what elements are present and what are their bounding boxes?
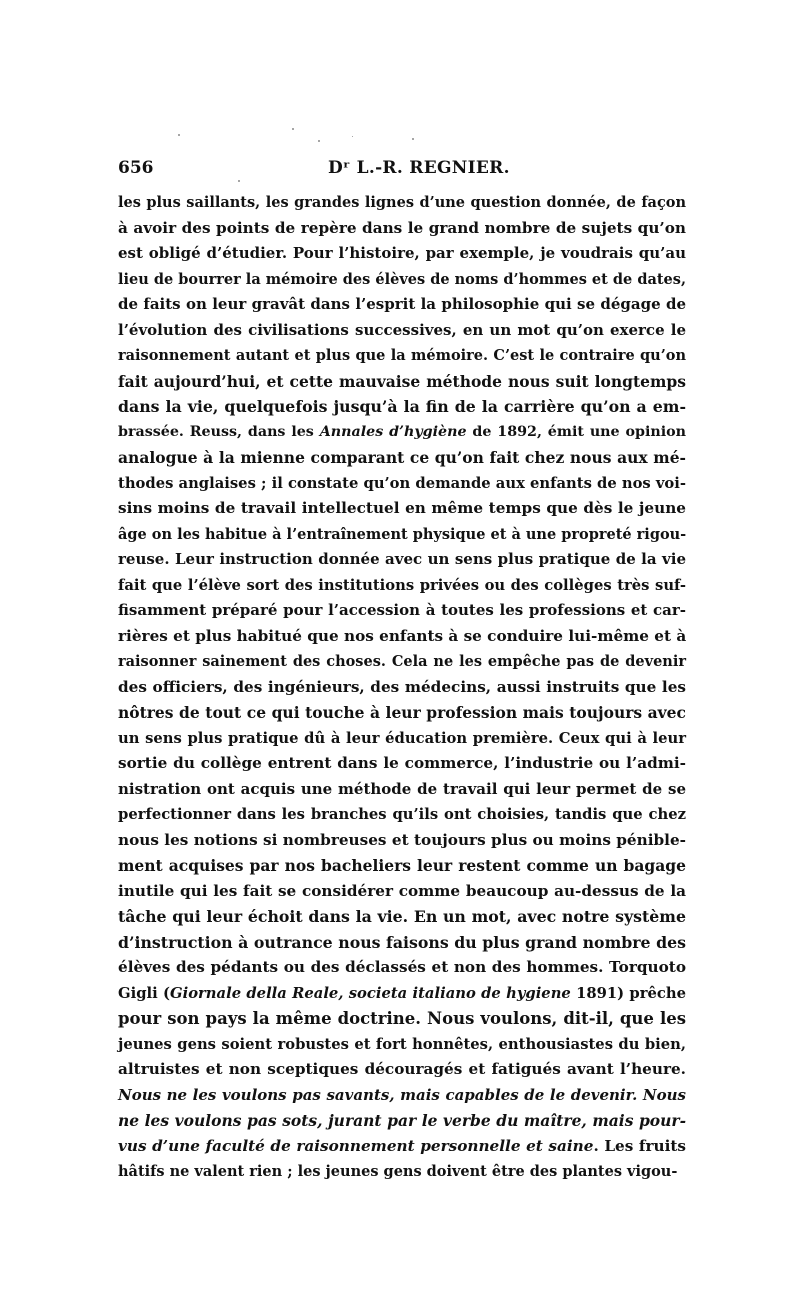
text-run: rières et plus habitué que nos enfants à se conduire lui-même et à — [118, 626, 687, 645]
text-run: lieu de bourrer la mémoire des élèves de noms d’hommes et de dates, — [118, 270, 686, 288]
text-line — [118, 216, 686, 242]
text-line — [118, 394, 686, 420]
text-line — [118, 369, 686, 395]
text-line — [118, 930, 686, 956]
text-line — [118, 1134, 686, 1160]
italic-text: Annales d’hygiène — [319, 423, 467, 440]
text-run: sins moins de travail intellectuel en même temps que dès le jeune — [118, 499, 686, 517]
text-line — [118, 1159, 686, 1185]
text-run: d’instruction à outrance nous faisons du plus grand nombre des — [118, 932, 686, 952]
text-line — [118, 726, 686, 752]
text-run: des officiers, des ingénieurs, des médecins, aussi instruits que les — [118, 677, 686, 696]
running-head — [118, 158, 686, 184]
text-line — [118, 777, 686, 803]
text-line — [118, 190, 686, 216]
text-run: fait aujourd’hui, et cette mauvaise méthode nous suit longtemps — [118, 371, 686, 391]
text-line — [118, 1083, 686, 1109]
text-line — [118, 420, 686, 446]
text-line — [118, 700, 686, 726]
text-run: est obligé d’étudier. Pour l’histoire, par exemple, je voudrais qu’au — [118, 244, 686, 262]
italic-text: Nous ne les voulons pas savants, mais capables de le devenir. Nous — [118, 1085, 686, 1104]
text-run: pour son pays la même doctrine. Nous voulons, dit-il, que les — [118, 1009, 686, 1028]
text-run: thodes anglaises ; il constate qu’on demande aux enfants de nos voi- — [118, 474, 686, 492]
text-line — [118, 904, 686, 930]
text-line — [118, 675, 686, 701]
text-run: nous les notions si nombreuses et toujours plus ou moins pénible- — [118, 830, 686, 849]
text-line — [118, 445, 686, 471]
text-run: à avoir des points de repère dans le grand nombre de sujets qu’on — [118, 218, 686, 237]
text-run: reuse. Leur instruction donnée avec un sens plus pratique de la vie — [118, 550, 686, 568]
text-line — [118, 1057, 686, 1083]
text-line — [118, 879, 686, 905]
text-run: l’évolution des civilisations successives, en un mot qu’on exerce le — [118, 320, 686, 339]
italic-text: vus d’une faculté de raisonnement personnelle et saine — [118, 1136, 594, 1155]
text-line — [118, 598, 686, 624]
text-line — [118, 1032, 686, 1058]
text-run: ment acquises par nos bacheliers leur restent comme un bagage — [118, 856, 686, 875]
text-line — [118, 267, 686, 293]
text-line — [118, 343, 686, 369]
text-run: jeunes gens soient robustes et fort honnêtes, enthousiastes du bien, — [118, 1035, 686, 1053]
text-run: perfectionner dans les branches qu’ils ont choisies, tandis que chez — [118, 806, 686, 823]
text-line — [118, 522, 686, 548]
text-run: altruistes et non sceptiques découragés et fatigués avant l’heure. — [118, 1060, 686, 1078]
text-run: inutile qui les fait se considérer comme beaucoup au-dessus de la — [118, 881, 686, 900]
text-run: 1891) prêche — [570, 984, 686, 1002]
text-run: Gigli ( — [118, 984, 170, 1002]
text-line — [118, 547, 686, 573]
text-run: sortie du collège entrent dans le commerce, l’industrie ou l’admi- — [118, 754, 686, 772]
text-run: fait que l’élève sort des institutions privées ou des collèges très suf- — [118, 576, 686, 594]
text-line — [118, 853, 686, 879]
italic-text: ne les voulons pas sots, jurant par le verbe du maître, mais pour- — [118, 1111, 686, 1130]
text-line — [118, 573, 686, 599]
text-line — [118, 981, 686, 1007]
text-line — [118, 318, 686, 344]
text-run: de faits on leur gravât dans l’esprit la philosophie qui se dégage de — [118, 295, 686, 313]
text-run: de 1892, émit une opinion — [466, 423, 686, 440]
text-run: fisamment préparé pour l’accession à toutes les professions et car- — [118, 601, 686, 619]
text-run: tâche qui leur échoit dans la vie. En un mot, avec notre système — [118, 907, 686, 926]
text-line — [118, 751, 686, 777]
running-title: Dʳ L.-R. REGNIER. — [328, 158, 510, 178]
text-run: . Les fruits — [593, 1136, 686, 1155]
text-run: raisonner sainement des choses. Cela ne les empêche pas de devenir — [118, 653, 686, 670]
text-run: raisonnement autant et plus que la mémoire. C’est le contraire qu’on — [118, 347, 686, 364]
text-run: dans la vie, quelquefois jusqu’à la fin de la carrière qu’on a em- — [118, 397, 686, 416]
text-line — [118, 828, 686, 854]
text-line — [118, 624, 686, 650]
text-line — [118, 1108, 686, 1134]
text-line — [118, 471, 686, 497]
text-run: hâtifs ne valent rien ; les jeunes gens doivent être des plantes vigou- — [118, 1163, 678, 1180]
text-run: élèves des pédants ou des déclassés et non des hommes. Torquoto — [118, 958, 686, 976]
text-run: âge on les habitue à l’entraînement physique et à une propreté rigou- — [118, 525, 687, 543]
italic-text: Giornale della Reale, societa italiano de hygiene — [170, 984, 571, 1002]
text-run: analogue à la mienne comparant ce qu’on fait chez nous aux mé- — [118, 448, 686, 467]
text-line — [118, 1006, 686, 1032]
text-line — [118, 496, 686, 522]
text-run: brassée. Reuss, dans les — [118, 423, 320, 440]
text-line — [118, 292, 686, 318]
text-run: un sens plus pratique dû à leur éducation première. Ceux qui à leur — [118, 729, 686, 747]
text-run: nistration ont acquis une méthode de travail qui leur permet de se — [118, 779, 686, 798]
text-line — [118, 955, 686, 981]
text-run: nôtres de tout ce qui touche à leur profession mais toujours avec — [118, 703, 686, 722]
text-run: les plus saillants, les grandes lignes d’une question donnée, de façon — [118, 194, 686, 211]
text-line — [118, 649, 686, 675]
text-line — [118, 241, 686, 267]
page-number: 656 — [118, 158, 154, 178]
body-text — [118, 190, 686, 1185]
text-line — [118, 802, 686, 828]
